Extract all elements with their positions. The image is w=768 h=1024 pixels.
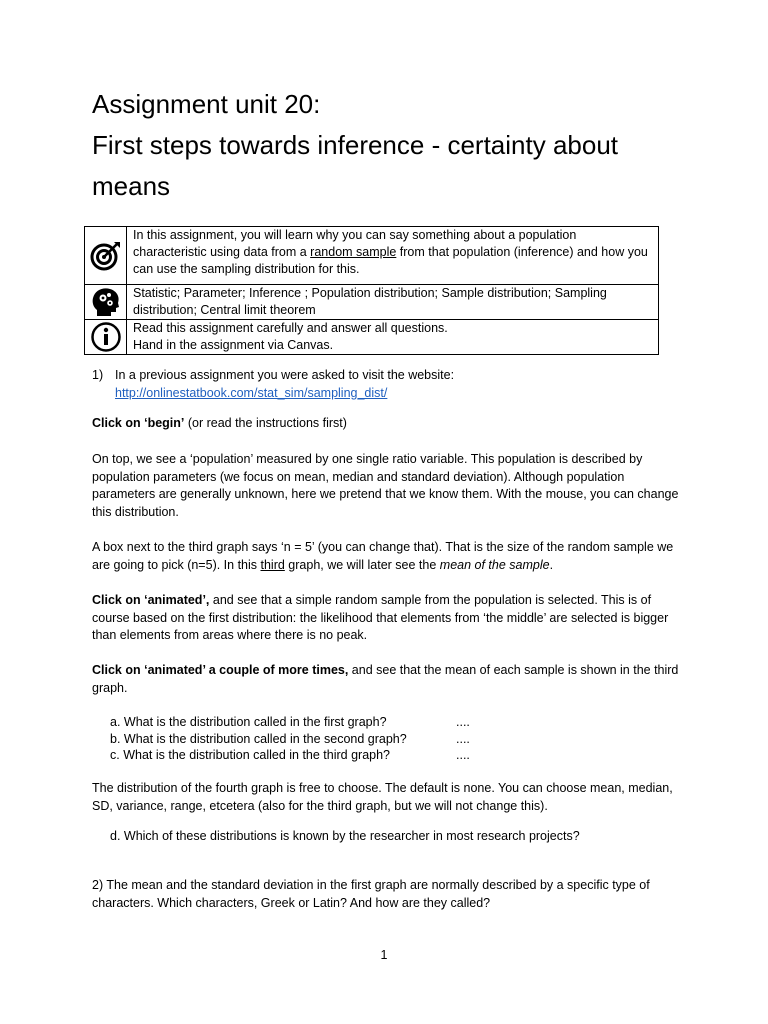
- instructions-cell: Read this assignment carefully and answer all questions. Hand in the assignment via Canvas.: [127, 320, 659, 355]
- brain-gears-icon: [91, 286, 121, 318]
- begin-paragraph: Click on ‘begin’ (or read the instructions first): [92, 416, 347, 430]
- brain-icon-cell: [85, 285, 127, 320]
- sub-question-list: [110, 714, 590, 764]
- list-item: c. What is the distribution called in the third graph? ....: [110, 748, 470, 762]
- list-item: a. What is the distribution called in the first graph? ....: [110, 715, 470, 729]
- animated-more-paragraph: Click on ‘animated’ a couple of more times, and see that the mean of each sample is shown in the third graph.: [92, 663, 679, 695]
- title-line-2: First steps towards inference - certainty about: [92, 130, 619, 160]
- website-link[interactable]: http://onlinestatbook.com/stat_sim/sampling_dist/: [115, 385, 388, 400]
- info-icon: [90, 321, 122, 353]
- question-1-number: 1): [92, 368, 104, 382]
- page-title: [92, 84, 692, 207]
- list-item: b. What is the distribution called in the second graph? ....: [110, 731, 470, 746]
- random-sample-term: random sample: [310, 245, 397, 259]
- population-paragraph: On top, we see a ‘population’ measured by one single ratio variable. This population is described by population parameters (we focus on mean, median and standard deviation). Although population parameters are generally unknown, here we pretend that we know them. With the mouse, you can change this distribution.: [92, 452, 679, 519]
- page-number: 1: [380, 948, 388, 962]
- intro-cell: In this assignment, you will learn why you can say something about a population characteristic using data from a random sample from that population (inference) and how you can use the sampling distribution for this.: [127, 227, 659, 285]
- target-icon: [90, 240, 122, 272]
- question-2: 2) The mean and the standard deviation in the first graph are normally described by a specific type of characters. Which characters, Greek or Latin? And how are they called?: [92, 878, 650, 910]
- title-line-3: means: [92, 171, 171, 201]
- question-1-intro: In a previous assignment you were asked to visit the website:: [115, 368, 455, 382]
- fourth-graph-paragraph: The distribution of the fourth graph is free to choose. The default is none. You can choose mean, median, SD, variance, range, etcetera (also for the third graph, but we will not change this).: [92, 781, 673, 813]
- question-1: [92, 367, 682, 402]
- sample-size-paragraph: A box next to the third graph says ‘n = 5’ (you can change that). That is the size of the random sample we are going to pick (n=5). In this third graph, we will later see the mean of the sample.: [92, 540, 674, 572]
- animated-paragraph: Click on ‘animated’, and see that a simple random sample from the population is selected. This is of course based on the first distribution: the likelihood that elements from ‘the middle’ are selected is bigger than elements from areas where there is no peak.: [92, 593, 669, 642]
- info-table: [84, 226, 659, 355]
- info-icon-cell: [85, 320, 127, 355]
- keywords-cell: Statistic; Parameter; Inference ; Population distribution; Sample distribution; Sampling distribution; Central limit theorem: [127, 285, 659, 320]
- title-line-1: Assignment unit 20:: [92, 89, 321, 119]
- target-icon-cell: [85, 227, 127, 285]
- question-d: d. Which of these distributions is known by the researcher in most research projects?: [110, 829, 580, 843]
